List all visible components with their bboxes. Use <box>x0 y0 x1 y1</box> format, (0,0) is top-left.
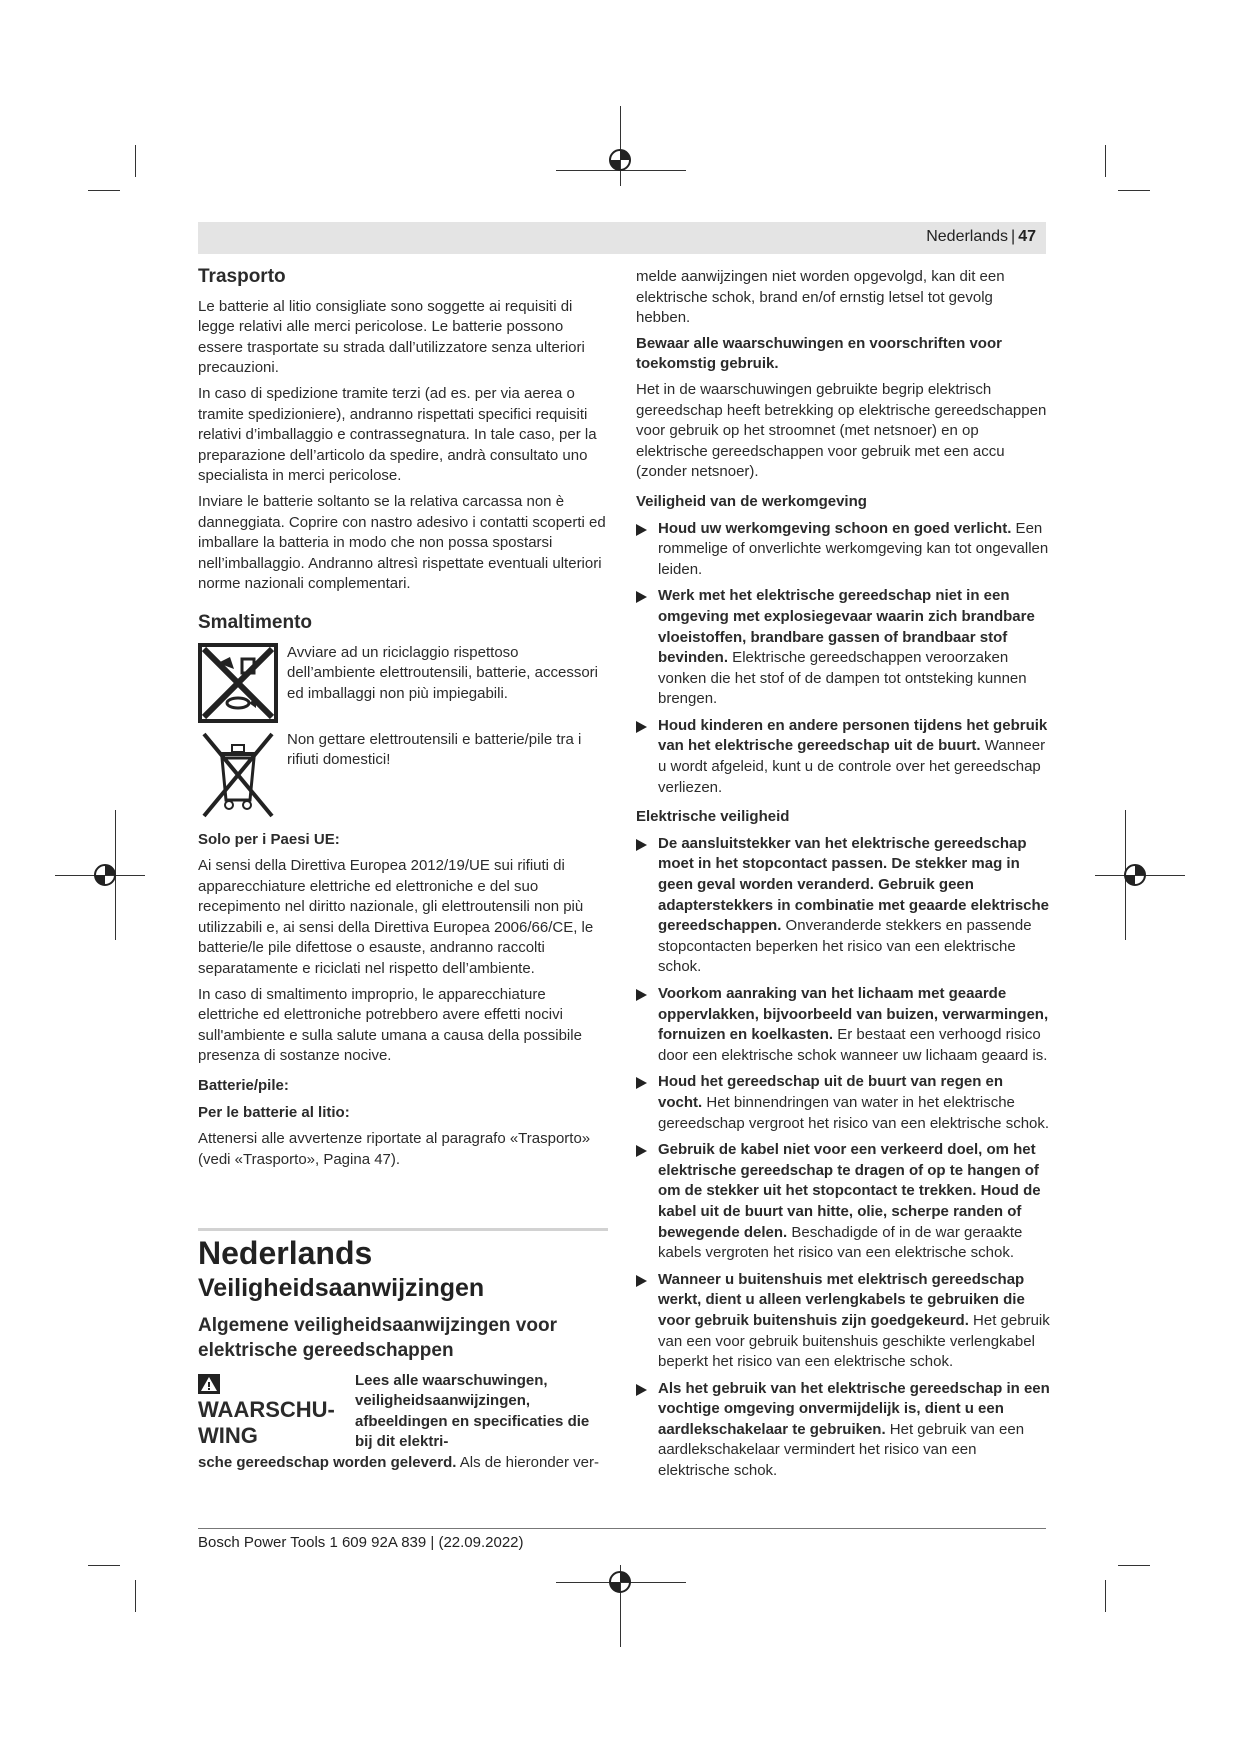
item-text: Elektrische gereedschappen veroorzaken vonken die het stof of de dampen tot ontsteking kunnen brengen. <box>658 649 1027 708</box>
electrical-heading: Elektrische veiligheid <box>636 808 790 826</box>
header-text: Nederlands | 47 <box>926 228 1036 245</box>
item-text: Het gebruik van een voor gebruik buitenshuis geschikte verlengkabel beperkt het risico van een elektrische schok. <box>658 1311 1050 1371</box>
warning-plain-tail: Als de hieronder ver- <box>456 1453 600 1471</box>
item-text: Wanneer u wordt afgeleid, kunt u de controle over het gereedschap verliezen. <box>658 737 1046 796</box>
registration-mark-icon <box>607 1569 633 1595</box>
registration-mark-icon <box>607 147 633 173</box>
crop-mark <box>88 1565 120 1566</box>
warning-label-part-2: WING <box>198 1422 258 1448</box>
item-bold: Houd uw werkomgeving schoon en goed verlicht. <box>658 519 1012 537</box>
list-item <box>636 716 1050 798</box>
right-column <box>636 267 1050 1488</box>
transport-paragraph-3: Inviare le batterie soltanto se la relativa carcassa non è danneggiata. Coprire con nastro adesivo i contatti scoperti ed imballare la batteria in modo che non possa spostarsi nell’imballaggio. Andranno altresì rispettate eventuali ulteriori norme nazionali complementari. <box>198 492 606 593</box>
recycle-text: Avviare ad un riciclaggio rispettoso dell’ambiente elettroutensili, batterie, accessori ed imballaggi non più impiegabili. <box>287 643 598 702</box>
item-text: Een rommelige of onverlichte werkomgeving kan tot ongevallen leiden. <box>658 519 1049 578</box>
eu-paragraph-1: Ai sensi della Direttiva Europea 2012/19/UE sui rifiuti di apparecchiature elettriche ed elettroniche e del suo recepimento nel diritto nazionale, gli elettroutensili non più utilizzabili e, ai sensi della Direttiva Europea 2006/66/CE, le batterie/le pile difettose o esauste, andranno raccolti separatamente e riciclati nel rispetto dell’ambiente. <box>198 857 594 978</box>
list-item <box>636 586 1050 710</box>
work-area-heading: Veiligheid van de werkomgeving <box>636 492 867 510</box>
transport-paragraph-1: Le batterie al litio consigliate sono soggette ai requisiti di legge relativi alle merci pericolose. Le batterie possono essere trasportate su strada dall’utilizzatore senza ulteriori precauzioni. <box>198 297 585 377</box>
warning-label-part-1: WAARSCHU- <box>198 1396 335 1422</box>
intro-continuation: melde aanwijzingen niet worden opgevolgd, kan dit een elektrische schok, brand en/of ernstig letsel tot gevolg hebben. <box>636 268 1005 327</box>
crop-mark <box>1118 190 1150 191</box>
bullet-triangle-icon <box>636 591 647 603</box>
warning-triangle-icon <box>198 1374 220 1394</box>
bullet-triangle-icon <box>636 839 647 851</box>
language-heading: Nederlands <box>198 1235 373 1272</box>
warning-continuation <box>198 1453 608 1474</box>
bullet-triangle-icon <box>636 1384 647 1396</box>
registration-mark-icon <box>92 862 118 888</box>
list-item <box>636 519 1050 581</box>
warning-block <box>198 1371 608 1474</box>
list-item <box>636 1140 1050 1264</box>
footer-divider <box>198 1528 1046 1529</box>
safety-heading: Veiligheidsaanwijzingen <box>198 1274 485 1302</box>
disposal-heading: Smaltimento <box>198 611 313 633</box>
item-bold: Gebruik de kabel niet voor een verkeerd doel, om het elektrische gereedschap te dragen of op te hangen of om de stekker uit het stopcontact te trekken. Houd de kabel uit de buurt van hitte, olie, scherpe randen of bewegende delen. <box>658 1141 1041 1241</box>
list-item <box>636 984 1050 1066</box>
transport-heading: Trasporto <box>198 266 286 287</box>
left-column <box>198 267 608 1474</box>
item-bold: Werk met het elektrische gereedschap niet in een omgeving met explosiegevaar waarin zich brandbare vloeistoffen, brandbare gassen of brandbaar stof bevinden. <box>658 587 1035 667</box>
bullet-triangle-icon <box>636 721 647 733</box>
item-text: Er bestaat een verhoogd risico door een elektrische schok wanneer uw lichaam geaard is. <box>658 1026 1048 1064</box>
item-bold: De aansluitstekker van het elektrische gereedschap moet in het stopcontact passen. De stekker mag in geen geval worden veranderd. Gebruik geen adapterstekkers in combinatie met geaarde elektrische gereedschappen. <box>658 834 1050 935</box>
item-text: Het binnendringen van water in het elektrische gereedschap vergroot het risico van een elektrische schok. <box>658 1093 1050 1132</box>
bullet-triangle-icon <box>636 1275 647 1287</box>
keep-instructions: Bewaar alle waarschuwingen en voorschriften voor toekomstig gebruik. <box>636 334 1002 373</box>
crop-mark <box>135 145 136 177</box>
eu-paragraph-2: In caso di smaltimento improprio, le apparecchiature elettriche ed elettroniche potrebbero avere effetti nocivi sull'ambiente e sulla salute umana a causa della possibile presenza di sostanze nocive. <box>198 985 582 1065</box>
crop-mark <box>88 190 120 191</box>
registration-line <box>620 106 621 186</box>
bullet-triangle-icon <box>636 1145 647 1157</box>
crossed-out-bin-icon <box>198 730 278 820</box>
item-text: Beschadigde of in de war geraakte kabels vergroten het risico van een elektrische schok. <box>658 1223 1023 1262</box>
page-number: 47 <box>1018 228 1036 245</box>
household-waste-note <box>198 730 608 820</box>
crop-mark <box>1118 1565 1150 1566</box>
definition-paragraph: Het in de waarschuwingen gebruikte begrip elektrisch gereedschap heeft betrekking op elektrische gereedschappen voor gebruik op het stroomnet (met netsnoer) en op elektrische gereedschappen voor gebruik met een accu (zonder netsnoer). <box>636 380 1047 481</box>
bullet-triangle-icon <box>636 524 647 536</box>
warning-label <box>198 1371 348 1449</box>
item-bold: Houd het gereedschap uit de buurt van regen en vocht. <box>658 1073 1004 1111</box>
crop-mark <box>1105 145 1106 177</box>
list-item <box>636 1270 1050 1373</box>
item-bold: Voorkom aanraking van het lichaam met geaarde oppervlakken, bijvoorbeeld van buizen, verwarmingen, fornuizen en koelkasten. <box>658 985 1049 1044</box>
registration-mark-icon <box>1122 862 1148 888</box>
crop-mark <box>1105 1580 1106 1612</box>
recycle-note <box>198 643 608 723</box>
eu-heading: Solo per i Paesi UE: <box>198 830 340 848</box>
header-section: Nederlands <box>926 228 1009 245</box>
bullet-triangle-icon <box>636 1077 647 1089</box>
item-bold: Houd kinderen en andere personen tijdens het gebruik van het elektrische gereedschap uit de buurt. <box>658 716 1048 755</box>
household-waste-text: Non gettare elettroutensili e batterie/pile tra i rifiuti domestici! <box>287 730 582 769</box>
warning-bold-text: Lees alle waarschuwingen, veiligheidsaanwijzingen, afbeeldingen en specificaties die bij dit elektri- <box>355 1371 590 1451</box>
lithium-heading: Per le batterie al litio: <box>198 1103 350 1121</box>
electrical-list <box>636 834 1050 1482</box>
work-area-list <box>636 519 1050 799</box>
crop-mark <box>135 1580 136 1612</box>
item-text: Onveranderde stekkers en passende stopcontacten beperken het risico van een elektrische schok. <box>658 917 1032 976</box>
list-item <box>636 1072 1050 1134</box>
batteries-heading: Batterie/pile: <box>198 1077 289 1095</box>
warning-bold-tail: sche gereedschap worden geleverd. <box>198 1453 457 1471</box>
footer-text: Bosch Power Tools 1 609 92A 839 | (22.09.2022) <box>198 1534 524 1551</box>
item-bold: Als het gebruik van het elektrische gereedschap in een vochtige omgeving onvermijdelijk is, dient u een aardlekschakelaar te gebruiken. <box>658 1379 1050 1438</box>
section-divider <box>198 1228 608 1231</box>
no-trash-recycling-icon <box>198 643 278 723</box>
general-safety-heading: Algemene veiligheidsaanwijzingen voor elektrische gereedschappen <box>198 1314 557 1361</box>
bullet-triangle-icon <box>636 989 647 1001</box>
list-item <box>636 1379 1050 1482</box>
transport-paragraph-2: In caso di spedizione tramite terzi (ad es. per via aerea o tramite spedizioniere), andranno rispettati specifici requisiti relativi d’imballaggio e contrassegnatura. In tale caso, per la preparazione dell’articolo da spedire, andrà consultato uno specialista in merci pericolose. <box>198 384 597 485</box>
item-bold: Wanneer u buitenshuis met elektrisch gereedschap werkt, dient u alleen verlengkabels te gebruiken die voor gebruik buitenshuis zijn goedgekeurd. <box>658 1270 1025 1329</box>
lithium-text: Attenersi alle avvertenze riportate al paragrafo «Trasporto» (vedi «Trasporto», Pagina 47). <box>198 1130 591 1168</box>
list-item <box>636 834 1050 978</box>
item-text: Het gebruik van een aardlekschakelaar vermindert het risico van een elektrische schok. <box>658 1420 1025 1480</box>
page-header <box>198 222 1046 254</box>
